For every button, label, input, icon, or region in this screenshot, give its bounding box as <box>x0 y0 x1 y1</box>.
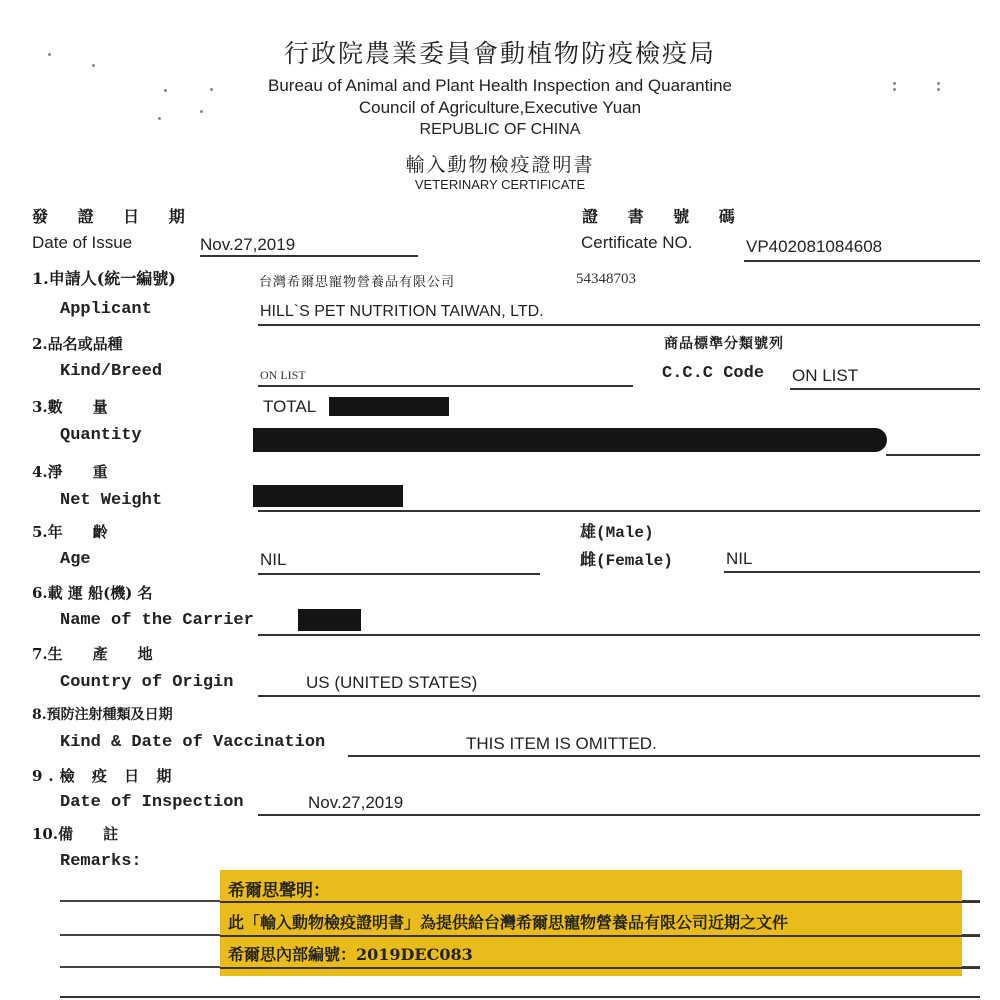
ccc-code-label-zh: 商品標準分類號列 <box>664 336 784 352</box>
age-label-zh: 5.年 齡 <box>32 523 108 541</box>
quantity-label-zh: 3.數 量 <box>32 398 108 416</box>
female-label: 雌(Female) <box>580 552 673 570</box>
council-name: Council of Agriculture,Executive Yuan <box>358 98 642 117</box>
underline <box>258 695 980 697</box>
redacted-carrier-name <box>298 609 361 631</box>
certificate-number-value: VP402081084608 <box>746 237 883 256</box>
certificate-title-en: VETERINARY CERTIFICATE <box>414 177 586 192</box>
ccc-code-label: C.C.C Code <box>662 364 765 383</box>
applicant-label: Applicant <box>60 300 152 319</box>
country-name: REPUBLIC OF CHINA <box>419 121 581 138</box>
underline <box>744 260 980 262</box>
applicant-name-zh: 台灣希爾思寵物營養品有限公司 <box>259 275 456 290</box>
underline <box>348 755 980 757</box>
underline <box>258 510 980 512</box>
kind-label: Kind/Breed <box>60 362 163 381</box>
carrier-label: Name of the Carrier <box>60 611 254 630</box>
origin-label: Country of Origin <box>60 673 234 692</box>
underline <box>258 814 980 816</box>
certificate-title-zh: 輸入動物檢疫證明書 <box>405 154 595 176</box>
remarks-line <box>60 996 980 998</box>
issue-date-label: Date of Issue <box>32 233 133 252</box>
quantity-label: Quantity <box>60 426 142 445</box>
certificate-number-label-zh: 證 書 號 碼 <box>582 207 747 226</box>
underline <box>886 454 980 456</box>
kind-label-zh: 2.品名或品種 <box>32 335 123 353</box>
quantity-total-prefix: TOTAL <box>263 397 317 416</box>
redacted-quantity-total <box>329 397 449 416</box>
notice-heading: 希爾思聲明： <box>228 881 330 901</box>
inspection-date-value: Nov.27,2019 <box>308 793 404 812</box>
vaccination-value: THIS ITEM IS OMITTED. <box>466 734 657 753</box>
notice-internal-number: 希爾思內部編號：2019DEC083 <box>228 945 473 964</box>
remarks-label: Remarks: <box>60 852 142 871</box>
redacted-net-weight <box>253 485 403 507</box>
kind-value: ON LIST <box>260 368 306 382</box>
applicant-label-zh: 1.申請人(統一編號) <box>32 269 176 288</box>
male-label: 雄(Male) <box>580 524 654 542</box>
remarks-label-zh: 10.備 註 <box>32 825 119 843</box>
agency-name-en: Bureau of Animal and Plant Health Inspection and Quarantine <box>267 76 733 95</box>
underline <box>724 571 980 573</box>
underline <box>200 255 418 257</box>
origin-value: US (UNITED STATES) <box>306 673 478 692</box>
remarks-line <box>220 901 980 903</box>
notice-statement: 此「輸入動物檢疫證明書」為提供給台灣希爾思寵物營養品有限公司近期之文件 <box>228 913 789 932</box>
issue-date-value: Nov.27,2019 <box>200 235 296 254</box>
age-label: Age <box>60 550 91 569</box>
redacted-quantity-detail <box>253 428 887 452</box>
net-weight-label-zh: 4.淨 重 <box>32 463 108 481</box>
underline <box>258 634 980 636</box>
net-weight-label: Net Weight <box>60 491 163 510</box>
agency-name-zh: 行政院農業委員會動植物防疫檢疫局 <box>283 39 716 68</box>
issue-date-label-zh: 發 證 日 期 <box>32 207 197 226</box>
certificate-number-label: Certificate NO. <box>581 233 693 252</box>
inspection-label: Date of Inspection <box>60 793 244 812</box>
vaccination-label: Kind & Date of Vaccination <box>60 733 326 752</box>
sex-value: NIL <box>726 549 753 568</box>
underline <box>790 388 980 390</box>
applicant-name-en: HILL`S PET NUTRITION TAIWAN, LTD. <box>260 303 544 320</box>
carrier-label-zh: 6.載 運 船(機) 名 <box>32 584 153 602</box>
applicant-id-number: 54348703 <box>576 271 636 287</box>
remarks-line <box>220 967 980 969</box>
underline <box>258 573 540 575</box>
origin-label-zh: 7.生 產 地 <box>32 645 153 663</box>
ccc-code-value: ON LIST <box>792 366 859 385</box>
underline <box>258 324 980 326</box>
remarks-line <box>220 935 980 937</box>
inspection-label-zh: 9.檢 疫 日 期 <box>32 767 178 785</box>
underline <box>258 385 633 387</box>
vaccination-label-zh: 8.預防注射種類及日期 <box>32 707 173 723</box>
age-value: NIL <box>260 550 287 569</box>
